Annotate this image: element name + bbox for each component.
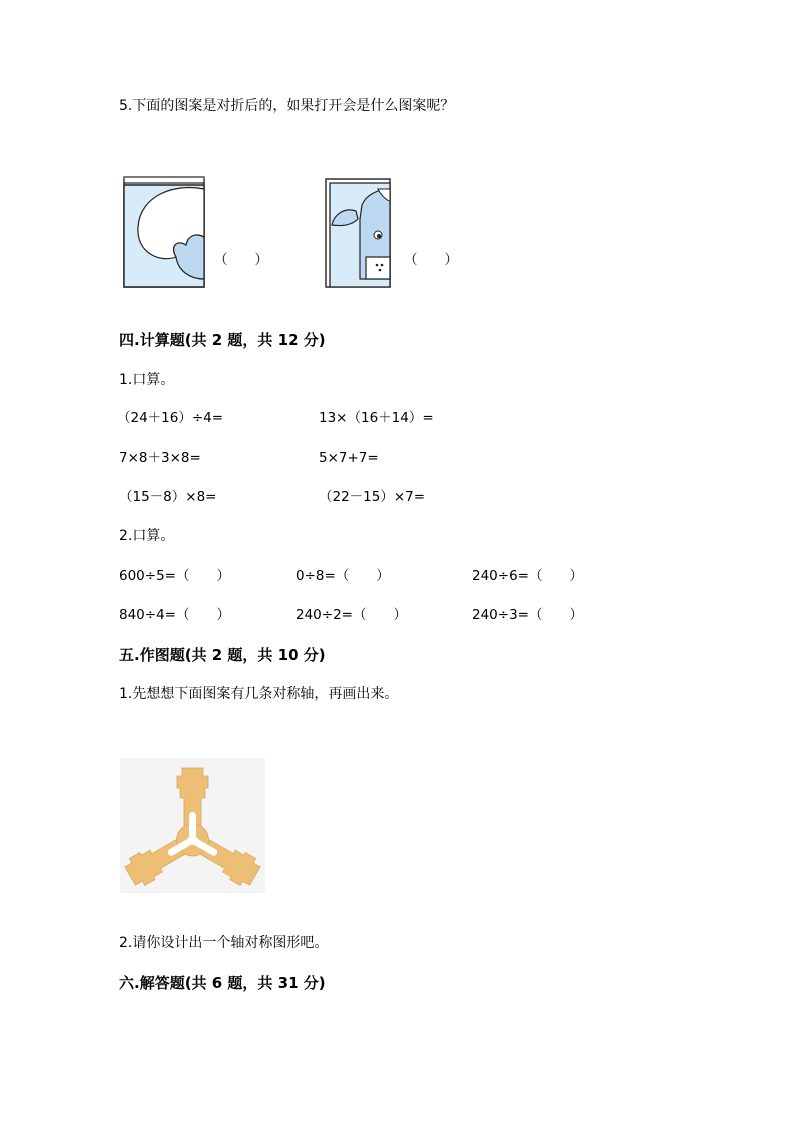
section-5-q2-text: 2.请你设计出一个轴对称图形吧。 (119, 935, 329, 951)
oral-calc-item[interactable]: 240÷3=（ ） (472, 607, 583, 623)
answer-blank-2[interactable]: （ ） (404, 252, 458, 268)
section-4-q2-label: 2.口算。 (119, 528, 175, 544)
oral-calc-item[interactable]: 840÷4=（ ） (119, 607, 230, 623)
folded-cow-figure (322, 175, 397, 290)
oral-calc-item[interactable]: 240÷2=（ ） (296, 607, 407, 623)
answer-blank-1[interactable]: （ ） (214, 252, 268, 268)
calc-item: 7×8＋3×8= (119, 450, 201, 466)
oral-calc-item[interactable]: 600÷5=（ ） (119, 568, 230, 584)
calc-item: （22－15）×7= (319, 489, 426, 505)
calc-item: 5×7+7= (319, 450, 379, 466)
tri-symmetric-shape (120, 758, 265, 893)
oral-calc-item[interactable]: 240÷6=（ ） (472, 568, 583, 584)
oral-calc-item[interactable]: 0÷8=（ ） (296, 568, 390, 584)
calc-item: （15－8）×8= (119, 489, 217, 505)
section-6-title: 六.解答题(共 6 题，共 31 分) (119, 974, 326, 992)
question-5-text: 5.下面的图案是对折后的，如果打开会是什么图案呢？ (119, 98, 455, 114)
folded-moon-figure (120, 175, 210, 290)
section-4-title: 四.计算题(共 2 题，共 12 分) (119, 331, 326, 349)
section-5-title: 五.作图题(共 2 题，共 10 分) (119, 646, 326, 664)
section-4-q1-label: 1.口算。 (119, 372, 175, 388)
calc-item: 13×（16＋14）= (319, 410, 434, 426)
section-5-q1-text: 1.先想想下面图案有几条对称轴，再画出来。 (119, 686, 399, 702)
calc-item: （24＋16）÷4= (117, 410, 224, 426)
